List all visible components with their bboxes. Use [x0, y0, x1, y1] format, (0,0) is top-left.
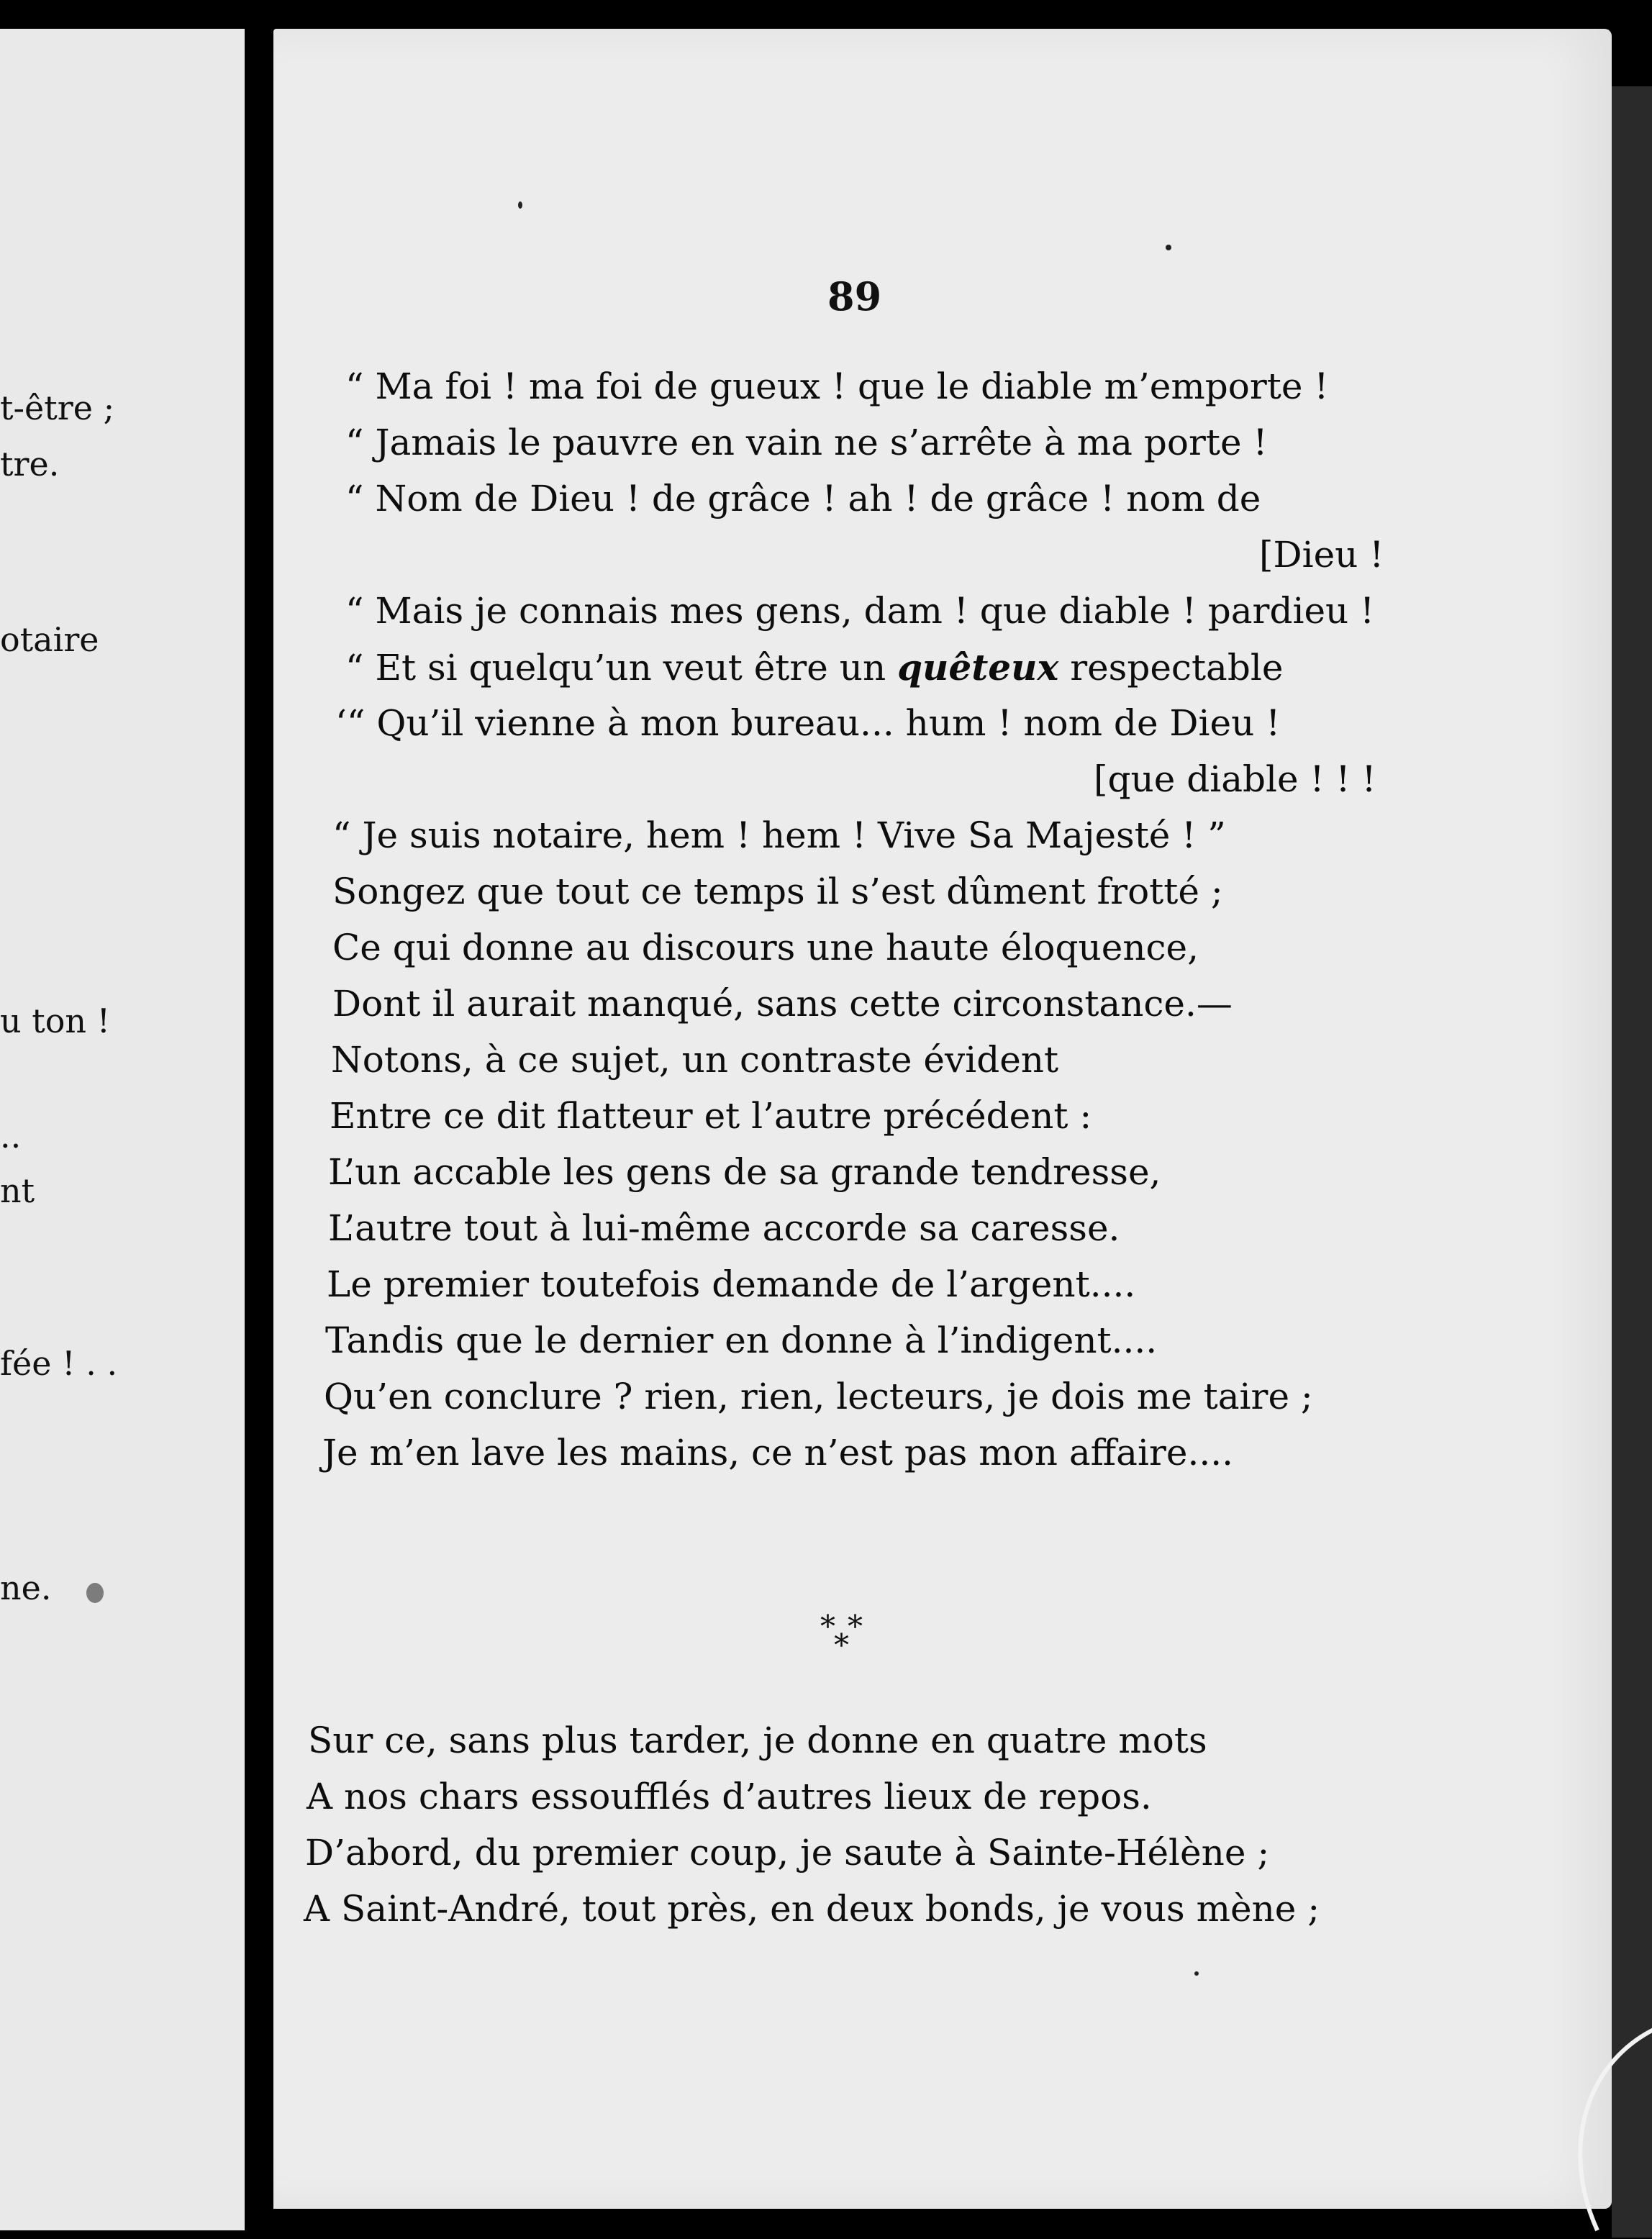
ink-spot: [86, 1583, 104, 1603]
verse-line-continuation: [que diable ! ! !: [1094, 758, 1376, 800]
verse-line: Sur ce, sans plus tarder, je donne en quatre mots: [308, 1720, 1207, 1761]
ink-dot: [1194, 1971, 1199, 1976]
verse-line: Notons, à ce sujet, un contraste évident: [331, 1039, 1059, 1081]
left-line: ne.: [0, 1568, 52, 1607]
left-page: [0, 29, 245, 2230]
verse-line: Ce qui donne au discours une haute éloquence,: [332, 927, 1199, 968]
verse-line: Le premier toutefois demande de l’argent....: [327, 1263, 1136, 1305]
verse-text: “ Et si quelqu’un veut être un: [345, 647, 886, 689]
verse-line: L’un accable les gens de sa grande tendresse,: [328, 1151, 1161, 1193]
asterism-star: *: [834, 1627, 849, 1663]
verse-line: D’abord, du premier coup, je saute à Sainte-Hélène ;: [305, 1832, 1270, 1874]
left-line: fée ! . .: [0, 1344, 118, 1383]
page-edge: [1612, 86, 1652, 2238]
verse-line: Songez que tout ce temps il s’est dûment frotté ;: [332, 871, 1223, 912]
verse-line: A Saint-André, tout près, en deux bonds, je vous mène ;: [304, 1888, 1320, 1930]
asterism-star: *: [848, 1609, 863, 1644]
asterism-star: *: [820, 1609, 835, 1644]
verse-line-continuation: [Dieu !: [1259, 534, 1384, 576]
verse-line: “ Nom de Dieu ! de grâce ! ah ! de grâce ! nom de: [345, 478, 1261, 519]
verse-line: Entre ce dit flatteur et l’autre précédent :: [330, 1095, 1092, 1137]
verse-line: “ Ma foi ! ma foi de gueux ! que le diable m’emporte !: [345, 365, 1329, 407]
verse-line: Tandis que le dernier en donne à l’indigent....: [325, 1320, 1158, 1361]
page-number: 89: [827, 273, 882, 319]
verse-line: L’autre tout à lui-même accorde sa caresse.: [328, 1207, 1120, 1249]
verse-line: A nos chars essoufflés d’autres lieux de repos.: [307, 1776, 1152, 1817]
verse-italic-word: quêteux: [897, 646, 1059, 689]
verse-line: ‘“ Qu’il vienne à mon bureau... hum ! nom de Dieu !: [335, 702, 1281, 744]
page-corner-curve: [1554, 2022, 1652, 2238]
verse-line: Qu’en conclure ? rien, rien, lecteurs, je dois me taire ;: [324, 1376, 1313, 1417]
ink-dot: [518, 201, 522, 209]
verse-text: respectable: [1070, 647, 1284, 689]
left-line: nt: [0, 1171, 35, 1210]
verse-line: Dont il aurait manqué, sans cette circonstance.—: [332, 983, 1233, 1025]
asterism: [820, 1609, 878, 1663]
right-page: [273, 29, 1612, 2209]
verse-line: “ Jamais le pauvre en vain ne s’arrête à ma porte !: [345, 422, 1268, 463]
left-line: u ton !: [0, 1002, 111, 1040]
left-line: ..: [0, 1117, 22, 1155]
ink-dot: [1166, 245, 1171, 250]
verse-line: Je m’en lave les mains, ce n’est pas mon affaire....: [322, 1432, 1234, 1473]
verse-line: [345, 646, 1283, 689]
book-gutter: [245, 0, 273, 2239]
left-line: tre.: [0, 445, 60, 483]
left-line: t-être ;: [0, 389, 115, 427]
left-line: otaire: [0, 620, 99, 659]
verse-line: “ Mais je connais mes gens, dam ! que diable ! pardieu !: [345, 590, 1375, 632]
verse-line: “ Je suis notaire, hem ! hem ! Vive Sa Majesté ! ”: [332, 814, 1226, 856]
